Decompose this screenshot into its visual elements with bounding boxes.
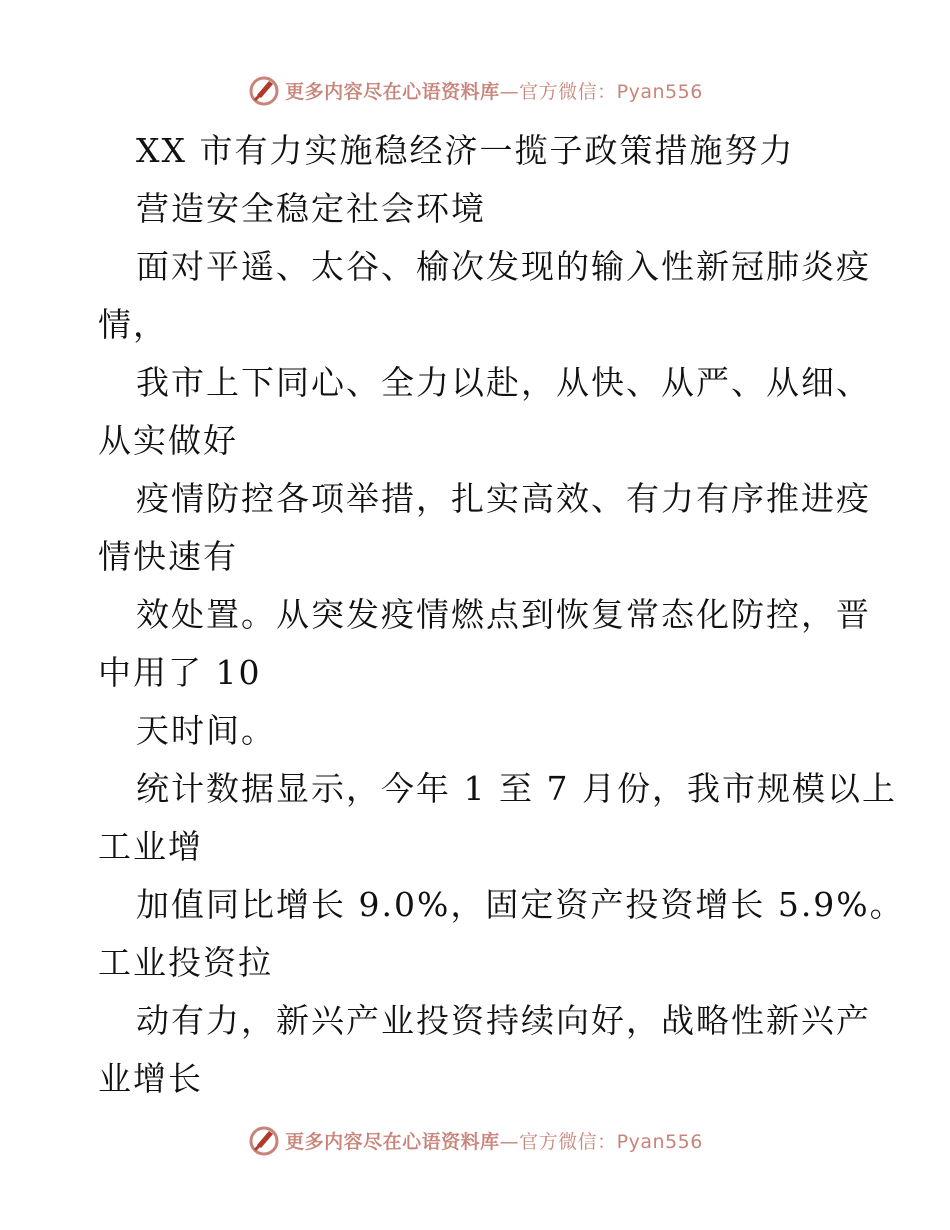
body-text-line: 业增长 [98, 1059, 203, 1098]
watermark-site-text: 更多内容尽在心语资料库 [285, 1130, 500, 1153]
body-text-line: XX 市有力实施稳经济一揽子政策措施努力 [136, 131, 795, 170]
logo-icon [247, 73, 281, 107]
logo-icon [247, 1123, 281, 1157]
watermark-banner-bottom [0, 1120, 950, 1160]
body-text-line: 效处置。从突发疫情燃点到恢复常态化防控，晋 [136, 595, 871, 634]
watermark-site-text: 更多内容尽在心语资料库 [285, 80, 500, 103]
document-body [98, 122, 905, 1108]
body-text-line: 情快速有 [98, 537, 238, 576]
body-text-line: 工业增 [98, 827, 203, 866]
body-text-line: 从实做好 [98, 421, 238, 460]
body-text-line: 我市上下同心、全力以赴，从快、从严、从细、 [136, 363, 871, 402]
body-text-line: 工业投资拉 [98, 943, 273, 982]
body-text-line: 天时间。 [136, 711, 276, 750]
body-text-line: 营造安全稳定社会环境 [136, 189, 486, 228]
watermark-banner-top [0, 70, 950, 110]
watermark-wechat-text: —官方微信：Pyan556 [499, 1130, 703, 1153]
body-text-line: 统计数据显示，今年 1 至 7 月份，我市规模以上 [136, 769, 897, 808]
body-text-line: 中用了 10 [98, 653, 262, 692]
watermark-wechat-text: —官方微信：Pyan556 [499, 80, 703, 103]
body-text-line: 面对平遥、太谷、榆次发现的输入性新冠肺炎疫 [136, 247, 871, 286]
body-text-line: 疫情防控各项举措，扎实高效、有力有序推进疫 [136, 479, 871, 518]
body-text-line: 情， [98, 305, 168, 344]
body-text-line: 加值同比增长 9.0%，固定资产投资增长 5.9%。 [136, 885, 905, 924]
body-text-line: 动有力，新兴产业投资持续向好，战略性新兴产 [136, 1001, 871, 1040]
